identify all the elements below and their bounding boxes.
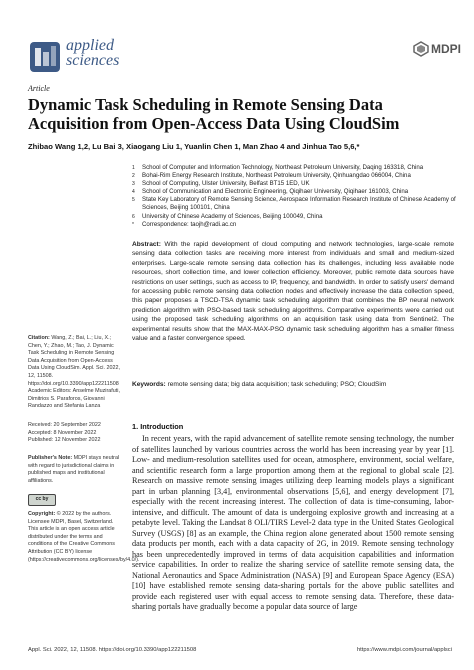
footer-journal-url[interactable]: https://www.mdpi.com/journal/applsci <box>356 647 452 653</box>
citation-label: Citation: <box>28 335 50 341</box>
affiliation-text: University of Chinese Academy of Sciences, Beijing 100049, China <box>142 212 323 220</box>
affiliation-number: 1 <box>132 165 135 171</box>
journal-logo-icon <box>28 40 62 74</box>
affiliation-text: State Key Laboratory of Remote Sensing Science, Aerospace Information Research Institute of Chinese Academy of Sciences, Beijing 100101, China <box>142 196 456 212</box>
copyright-text: © 2022 by the authors. Licensee MDPI, Basel, Switzerland. This article is an open access article distributed under the terms and conditions of the Creative Commons Attribution (CC BY) license (https://creativecommons.org/licenses/by/4.0/). <box>28 511 140 563</box>
affiliation-text: School of Computer and Information Technology, Northeast Petroleum University, Daqing 163318, China <box>142 164 424 171</box>
introduction-text: In recent years, with the rapid advancement of satellite remote sensing technology, the number of satellites launched by various countries across the world has been increasing year by year [1]. Low- and medium-resolution satellites used for ocean, atmosphere, environment, social welfare, and scientific research form a large proportion among them at the regional to global scale [2]. Research on massive remote sensing images utilizing deep learning models plays a significant part in urban planning [3,4], environmental observations [5,6], and energy development [7], especially with the recent increasing interest. The collection of data is time-consuming, labor-intensive, and difficult. The amount of data is undergoing explosive growth and increasing at a petabyte level. Taking the Landsat 8 OLI/TIRS Level-2 data type in the United States Geological Survey (USGS) [8] as an example, the China region alone generated about 1500 remote sensing data products per month, each with a data capacity of 2G, in 2019. Remote sensing technology has been unprecedentedly improved in terms of data acquisition capabilities and information service capabilities. In order to realize the sharing service of satellite remote sensing data, the National Aeronautics and Space Administration (NASA) [9] and European Space Agency (ESA) [10] have established remote sensing data-sharing portals for the above public satellites and provide each registered user with equal access to remote sensing data. Therefore, these data-sharing portals have gradually become a popular data source of large <box>132 434 454 611</box>
received-date: Received: 20 September 2022 <box>28 422 101 428</box>
publisher-note-label: Publisher's Note: <box>28 455 73 461</box>
author-list: Zhibao Wang 1,2, Lu Bai 3, Xiaogang Liu 1, Yuanlin Chen 1, Man Zhao 4 and Jinhua Tao 5,6,* <box>28 142 360 151</box>
publisher-note-text: MDPI stays neutral with regard to jurisdictional claims in published maps and institutional affiliations. <box>28 455 120 484</box>
article-type: Article <box>28 84 50 93</box>
academic-editors: Academic Editors: Anselme Muzirafuti, Dimitrios S. Paraforos, Giovanni Randazzo and Stefania Lanza <box>28 388 120 410</box>
keywords <box>132 380 454 389</box>
keywords-label: Keywords: <box>132 381 166 388</box>
keywords-text: remote sensing data; big data acquisition; task scheduling; PSO; CloudSim <box>167 381 387 388</box>
copyright-block <box>28 511 140 564</box>
citation-block <box>28 335 124 388</box>
affiliation-item <box>132 180 462 188</box>
abstract-label: Abstract: <box>132 241 161 248</box>
affiliation-number: 4 <box>132 189 135 196</box>
affiliation-item <box>132 196 462 212</box>
affiliation-number: * <box>132 221 134 228</box>
affiliation-item <box>132 172 462 180</box>
affiliation-number: 2 <box>132 173 135 180</box>
publisher-note <box>28 455 124 485</box>
affiliation-text: Bohai-Rim Energy Research Institute, Northeast Petroleum University, Qinhuangdao 066004, China <box>142 172 411 180</box>
journal-name-line2: sciences <box>66 52 120 69</box>
mdpi-hex-icon <box>413 41 429 57</box>
copyright-label: Copyright: <box>28 511 56 517</box>
correspondence <box>132 221 462 229</box>
affiliation-item <box>132 213 462 221</box>
citation-text[interactable]: Wang, Z.; Bai, L.; Liu, X.; Chen, Y.; Zhao, M.; Tao, J. Dynamic Task Scheduling in Remote Sensing Data Acquisition from Open-Access Data Using CloudSim. Appl. Sci. 2022, 12, 11508. https://doi.org/10.3390/app122211508 <box>28 335 120 387</box>
paper-title: Dynamic Task Scheduling in Remote Sensing Data Acquisition from Open-Access Data Using CloudSim <box>28 95 400 133</box>
affiliation-number: 3 <box>132 181 135 188</box>
accepted-date: Accepted: 8 November 2022 <box>28 429 97 436</box>
cc-license-badge[interactable] <box>28 494 56 506</box>
affiliations <box>132 164 462 229</box>
journal-name <box>66 38 119 68</box>
affiliation-text: School of Communication and Electronic Engineering, Qiqihaer University, Qiqihaer 161003, China <box>142 188 409 196</box>
affiliation-number: 6 <box>132 213 135 220</box>
affiliation-text: School of Computing, Ulster University, Belfast BT15 1ED, UK <box>142 180 310 188</box>
affiliation-number: 5 <box>132 197 135 204</box>
affiliation-item <box>132 188 462 196</box>
cc-badge-text: cc by <box>35 496 49 503</box>
correspondence-email[interactable]: Correspondence: taojh@radi.ac.cn <box>142 220 237 228</box>
abstract-text: With the rapid development of cloud computing and network technologies, large-scale remote sensing data collection tasks are receiving more interest from individuals and small and medium-sized enterprises. Large-scale remote sensing data collection has its challenges, including less available node resources, short collection time, and lower collection efficiency. Moreover, public remote data sources have restrictions on user settings, such as access to IP, frequency, and bandwidth. In order to satisfy users' demand for accessing public remote sensing data collection nodes and effectively increase the data collection speed, this paper proposes a TSCD-TSA dynamic task scheduling algorithm that combines the BP neural network prediction algorithm with PSO-based task scheduling algorithms. Comparative experiments were carried out using the proposed task scheduling algorithms on an acquisition task using data from Sentinel2. The experimental results show that the MAX-MAX-PSO dynamic task scheduling algorithm has a smaller fitness value and a faster convergence speed. <box>132 241 454 343</box>
published-date: Published: 12 November 2022 <box>28 437 101 444</box>
article-dates <box>28 422 124 445</box>
footer-citation[interactable]: Appl. Sci. 2022, 12, 11508. https://doi.org/10.3390/app122211508 <box>28 647 197 653</box>
abstract <box>132 240 454 343</box>
journal-name-line1: applied <box>66 37 114 54</box>
affiliation-item <box>132 164 462 172</box>
publisher-logo <box>413 40 461 60</box>
publisher-name: MDPI <box>431 42 461 57</box>
section-heading-introduction: 1. Introduction <box>132 422 184 431</box>
